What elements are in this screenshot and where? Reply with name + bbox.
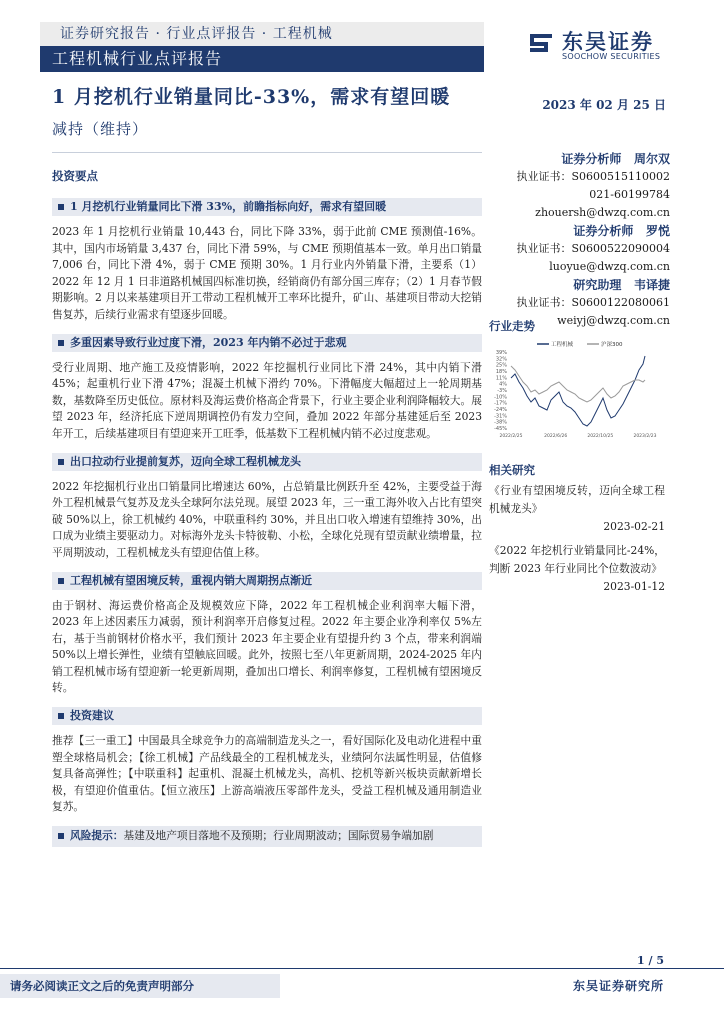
analyst-3-email[interactable]: weiyj@dwzq.com.cn bbox=[557, 314, 670, 327]
section-heading-4: 工程机械有望困境反转，重视内销大周期拐点渐近 bbox=[52, 572, 482, 590]
analyst-3-cert: 执业证书：S0600122080061 bbox=[516, 296, 670, 309]
main-content bbox=[52, 168, 482, 847]
related-item-2-date: 2023-01-12 bbox=[603, 580, 665, 593]
page-number: 1 / 5 bbox=[637, 954, 664, 967]
trend-chart bbox=[489, 336, 661, 440]
header-divider bbox=[52, 152, 482, 153]
industry-series-line bbox=[511, 356, 645, 426]
analyst-1-cert: 执业证书：S0600515110002 bbox=[516, 170, 670, 183]
x-tick-label: 2023/2/23 bbox=[633, 434, 657, 439]
bullet-square-icon bbox=[58, 578, 64, 584]
report-type-bar: 工程机械行业点评报告 bbox=[40, 46, 484, 72]
y-tick-label: 18% bbox=[495, 369, 507, 375]
legend-industry: 工程机械 bbox=[551, 342, 574, 348]
related-research-title: 相关研究 bbox=[489, 463, 535, 477]
bullet-square-icon bbox=[58, 459, 64, 465]
report-date: 2023 年 02 月 25 日 bbox=[542, 98, 666, 112]
x-tick-label: 2022/6/26 bbox=[544, 434, 568, 439]
y-tick-label: -3% bbox=[497, 388, 507, 394]
analyst-2-email[interactable]: luoyue@dwzq.com.cn bbox=[549, 260, 670, 273]
y-tick-label: -31% bbox=[494, 413, 507, 420]
logo-chinese-name: 东吴证券 bbox=[562, 30, 654, 54]
trend-title: 行业走势 bbox=[489, 319, 535, 333]
logo-mark-icon bbox=[526, 28, 556, 58]
y-tick-label: 32% bbox=[495, 356, 507, 363]
bullet-square-icon bbox=[58, 204, 64, 210]
analyst-2-header: 证券分析师 罗悦 bbox=[573, 224, 670, 238]
analyst-1-email[interactable]: zhouersh@dwzq.com.cn bbox=[535, 206, 670, 219]
related-item-2-title[interactable]: 《2022 年挖机行业销量同比-24%，判断 2023 年行业同比个位数波动》 bbox=[489, 544, 665, 575]
risk-text: 基建及地产项目落地不及预期；行业周期波动；国际贸易争端加剧 bbox=[123, 829, 434, 843]
bullet-square-icon bbox=[58, 340, 64, 346]
y-tick-label: -45% bbox=[494, 426, 507, 432]
x-tick-label: 2022/2/25 bbox=[499, 434, 523, 439]
y-tick-label: -38% bbox=[494, 419, 507, 426]
analyst-panel bbox=[500, 150, 670, 330]
section-paragraph-3: 2022 年挖掘机行业出口销量同比增速达 60%，占总销量比例跃升至 42%，主要受益于海外工程机械景气复苏及龙头全球阿尔法兑现。展望 2023 年，三一重工海外收入占比有望突破 50%以上，徐工机械约 40%，中联重科约 30%，并且出口收入增速有望维持 30%，出口成为业绩主要驱动力。对标海外龙头卡特彼勒、小松，全球化兑现有望贡献业绩增量，拉平周期波动，工程机械龙头有望迎估值上移。 bbox=[52, 479, 482, 559]
company-logo bbox=[526, 26, 706, 66]
y-tick-label: 39% bbox=[495, 350, 507, 356]
y-tick-label: -17% bbox=[494, 400, 507, 407]
section-heading-5: 投资建议 bbox=[52, 707, 482, 725]
risk-warning bbox=[52, 826, 482, 847]
bullet-square-icon bbox=[58, 833, 64, 839]
report-category-bar: 证券研究报告 · 行业点评报告 · 工程机械 bbox=[40, 22, 484, 46]
logo-english-name: SOOCHOW SECURITIES bbox=[562, 52, 661, 61]
bullet-square-icon bbox=[58, 713, 64, 719]
legend-index: 沪深300 bbox=[601, 342, 623, 348]
section-heading-2: 多重因素导致行业过度下滑，2023 年内销不必过于悲观 bbox=[52, 334, 482, 352]
related-research-list bbox=[489, 482, 665, 602]
disclaimer-notice: 请务必阅读正文之后的免责声明部分 bbox=[0, 974, 280, 998]
index-series-line bbox=[511, 366, 645, 402]
x-tick-label: 2022/10/25 bbox=[587, 434, 614, 439]
y-tick-label: 11% bbox=[495, 375, 507, 382]
section-paragraph-4: 由于钢材、海运费价格高企及规模效应下降，2022 年工程机械企业利润率大幅下滑，2023 年上述因素压力减弱，预计利润率开启修复过程。2022 年主要企业净利率仅 5%左右，基于当前钢材价格水平，我们预计 2023 年主要企业有望提升约 3 个点，带来利润端 50%以上增长弹性，业绩有望触底回暖。此外，按照七至八年更新周期，2024-2025 年内销工程机械市场有望迎新一轮更新周期，叠加出口增长、利润率修复，工程机械有望困境反转。 bbox=[52, 598, 482, 695]
y-tick-label: 25% bbox=[495, 362, 507, 369]
investment-highlights-title: 投资要点 bbox=[52, 169, 98, 183]
analyst-1-phone: 021-60199784 bbox=[589, 188, 670, 201]
section-paragraph-5: 推荐【三一重工】中国最具全球竞争力的高端制造龙头之一，看好国际化及电动化进程中重塑全球格局机会；【徐工机械】产品线最全的工程机械龙头，业绩阿尔法属性明显，估值修复具备高弹性；【中联重科】起重机、混凝土机械龙头，高机、挖机等新兴板块贡献新增长极，有望迎价值重估。【恒立液压】上游高端液压零部件龙头，受益工程机械及通用制造业复苏。 bbox=[52, 734, 482, 814]
y-tick-label: 4% bbox=[499, 381, 507, 388]
rating: 减持（维持） bbox=[52, 120, 149, 138]
y-tick-label: -24% bbox=[494, 407, 507, 413]
section-heading-1: 1 月挖机行业销量同比下滑 33%，前瞻指标向好，需求有望回暖 bbox=[52, 198, 482, 216]
analyst-1-header: 证券分析师 周尔双 bbox=[561, 152, 670, 166]
y-tick-label: -10% bbox=[494, 394, 507, 401]
trend-chart-svg bbox=[489, 336, 661, 440]
footer-line bbox=[0, 968, 724, 969]
section-paragraph-1: 2023 年 1 月挖机行业销量 10,443 台，同比下降 33%，弱于此前 CME 预测值-16%。其中，国内市场销量 3,437 台，同比下滑 59%，与 CME 预期值基本一致。单月出口销量 7,006 台，同比下滑 4%，弱于 CME 预期 30%。1 月行业内外销量下滑，主要系（1）2022 年 12 月 1 日非道路机械国四标准切换，经销商仍有部分国三库存；（2）1 月春节假期影响。2 月以来基建项目开工带动工程机械开工率环比提升，矿山、基建项目带动大挖销售复苏，后续行业需求有望逐步回暖。 bbox=[52, 225, 482, 321]
report-title: 1 月挖机行业销量同比-33%，需求有望回暖 bbox=[52, 86, 451, 108]
related-item-1-date: 2023-02-21 bbox=[603, 520, 665, 533]
research-institute-name: 东吴证券研究所 bbox=[572, 979, 664, 993]
section-paragraph-2: 受行业周期、地产施工及疫情影响，2022 年挖掘机行业同比下滑 24%，其中内销下滑 45%；起重机行业下滑 47%；混凝土机械下滑约 70%。下滑幅度大幅超过上一轮周期基数，基数降至历史低位。原材料及海运费价格高企背景下，行业主要企业利润降幅较大。展望 2023 年，经济托底下逆周期调控仍有发力空间，叠加 2022 年部分基建延后至 2023 年开工，后续基建项目有望迎来开工旺季，低基数下工程机械内销不必过度悲观。 bbox=[52, 360, 482, 440]
analyst-2-cert: 执业证书：S0600522090004 bbox=[516, 242, 670, 255]
risk-label: 风险提示： bbox=[70, 829, 124, 843]
related-item-1-title[interactable]: 《行业有望困境反转，迈向全球工程机械龙头》 bbox=[489, 484, 665, 515]
section-heading-3: 出口拉动行业提前复苏，迈向全球工程机械龙头 bbox=[52, 453, 482, 471]
analyst-3-header: 研究助理 韦译捷 bbox=[573, 278, 670, 292]
